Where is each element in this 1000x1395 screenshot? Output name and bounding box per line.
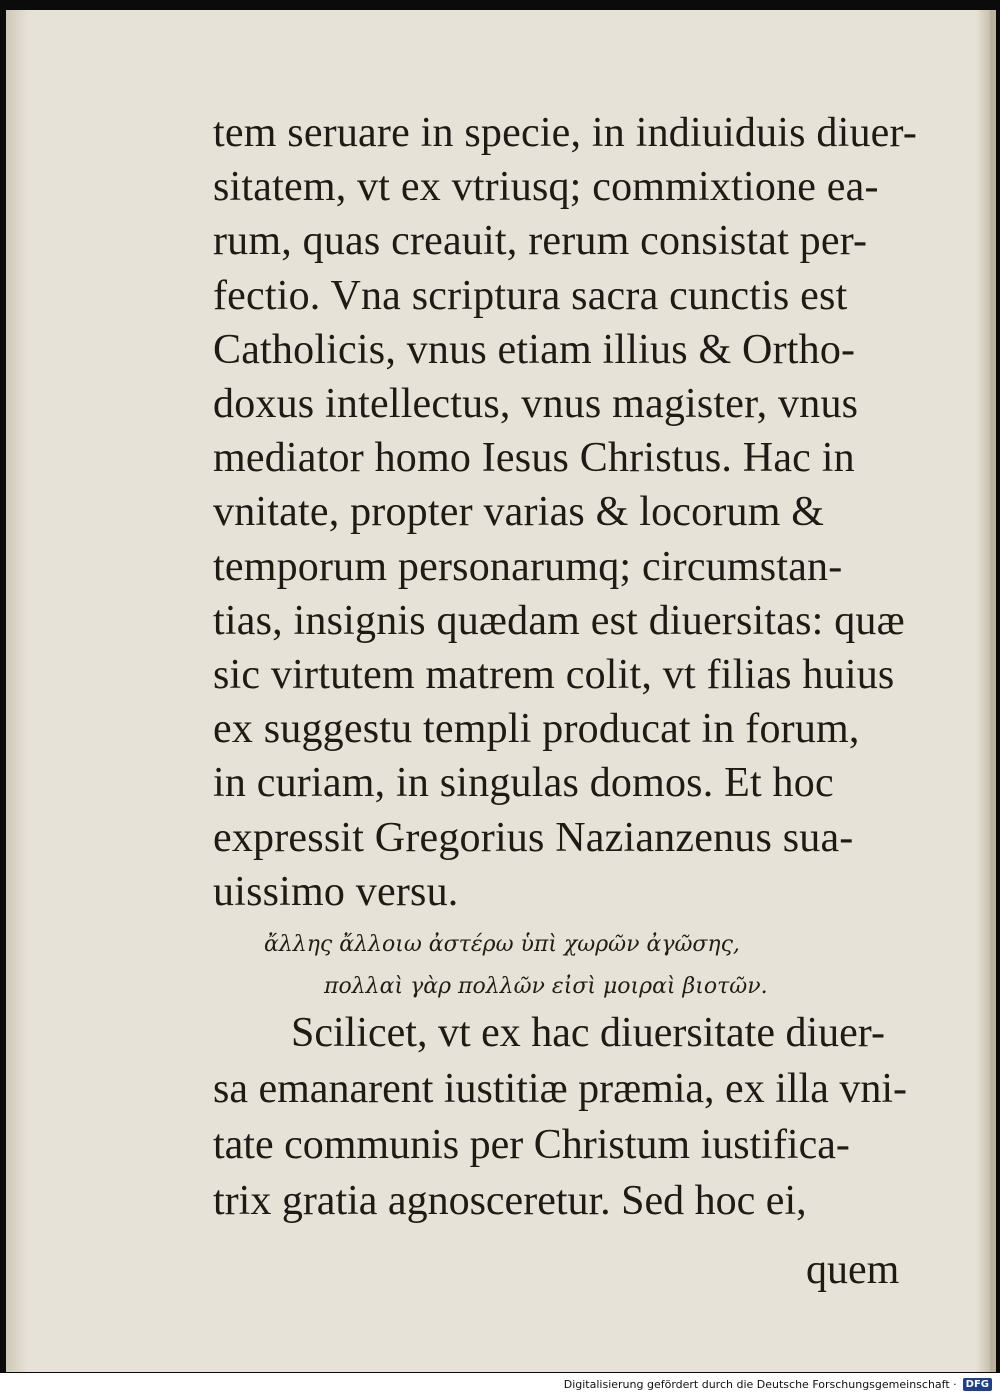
text-line: expressit Gregorius Nazianzenus sua- [213,814,854,861]
second-text-block [213,1005,938,1229]
text-line: rum, quas creauit, rerum consistat per- [213,218,868,265]
text-line: in curiam, in singulas domos. Et hoc [213,760,834,807]
greek-verse-line: ἄλλης ἄλλοιω ἀστέρω ὑπὶ χωρῶν ἀγῶσης, [264,932,740,957]
text-line: sic virtutem matrem colit, vt filias huius [213,652,895,699]
text-line: ex suggestu templi producat in forum, [213,706,860,753]
text-line: tate communis per Christum iustifica- [213,1122,850,1168]
book-page [6,10,996,1372]
text-line: tem seruare in specie, in indiuiduis diuer- [213,110,918,156]
greek-verse [264,924,768,1008]
text-line: Scilicet, vt ex hac diuersitate diuer- [291,1010,885,1056]
text-line: sa emanarent iustitiæ præmia, ex illa vni- [213,1066,908,1112]
greek-verse-line: πολλαὶ γὰρ πολλῶν εἰσὶ μοιραὶ βιοτῶν. [324,974,768,999]
digitization-footer [0,1373,1000,1395]
text-line: doxus intellectus, vnus magister, vnus [213,381,859,428]
text-line: trix gratia agnosceretur. Sed hoc ei, [213,1178,807,1224]
funding-credit: Digitalisierung gefördert durch die Deutsche Forschungsgemeinschaft · [563,1377,957,1391]
catchword: quem [806,1247,900,1293]
text-line: fectio. Vna scriptura sacra cunctis est [213,272,848,319]
text-line: mediator homo Iesus Christus. Hac in [213,435,855,482]
text-line: tias, insignis quædam est diuersitas: quæ [213,597,905,644]
text-line: uissimo versu. [213,868,459,915]
text-line: vnitate, propter varias & locorum & [213,489,825,536]
text-line: Catholicis, vnus etiam illius & Ortho- [213,326,856,373]
text-line: temporum personarumq; circumstan- [213,543,843,590]
dfg-logo-icon: DFG [963,1378,992,1391]
main-text-block [213,106,938,919]
text-line: sitatem, vt ex vtriusq; commixtione ea- [213,164,879,211]
